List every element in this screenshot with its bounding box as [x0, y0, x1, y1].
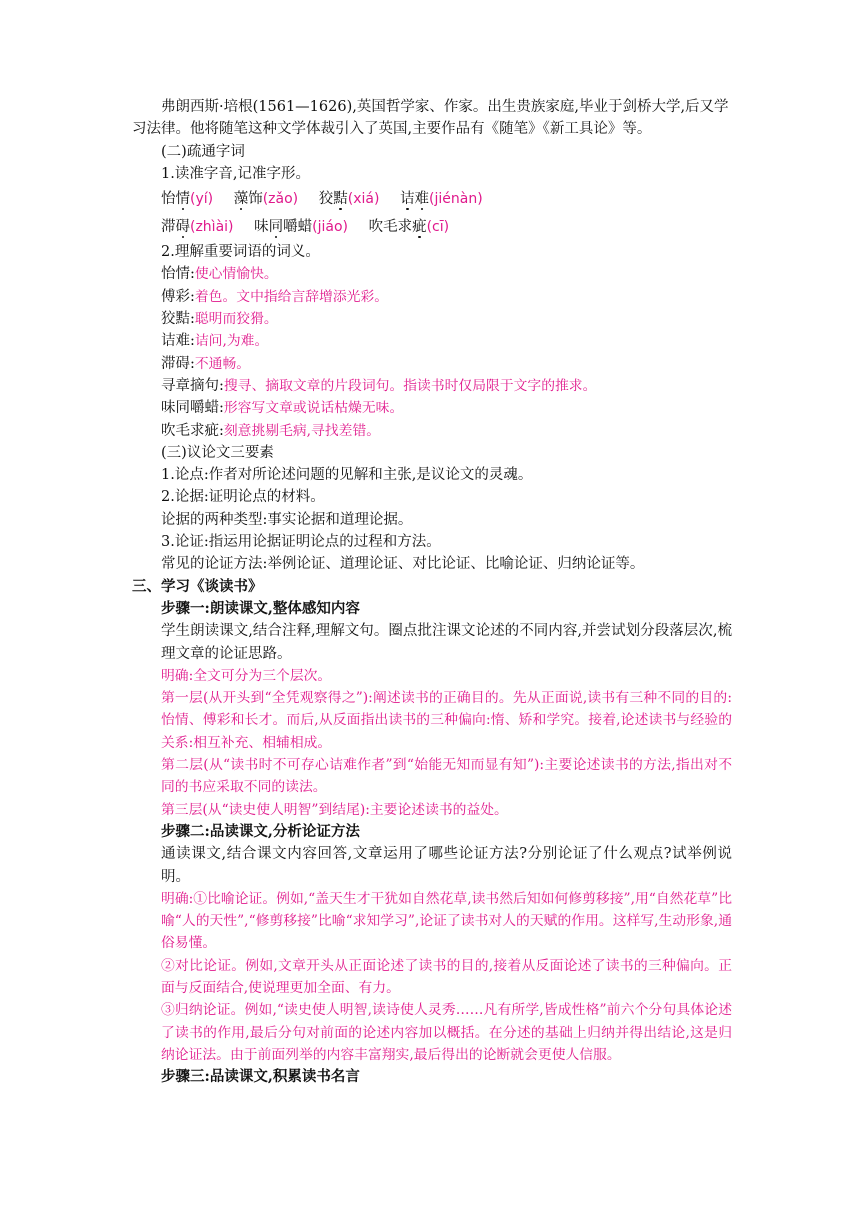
step-2-title: 步骤二:品读课文,分析论证方法 [161, 822, 360, 840]
step-2-answer-3: ③归纳论证。例如,“读史使人明智,读诗使人灵秀……凡有所学,皆成性格”前六个分句具体论述了读书的作用,最后分句对前面的论述内容加以概括。在分述的基础上归纳并得出结论,这是归纳论证法。由于前面列举的内容丰富翔实,最后得出的论断就会更使人信服。 [161, 1002, 732, 1063]
intro-line-2: 习法律。他将随笔这种文学体裁引入了英国,主要作品有《随笔》《新工具论》等。 [132, 121, 652, 138]
step-3-title: 步骤三:品读课文,积累读书名言 [161, 1068, 360, 1086]
step-2-text: 通读课文,结合课文内容回答,文章运用了哪些论证方法?分别论证了什么观点?试举例说明。 [161, 846, 732, 885]
step-2-answer-1: 明确:①比喻论证。例如,“盖天生才干犹如自然花草,读书然后知如何修剪移接”,用“自然花草”比喻“人的天性”,“修剪移接”比喻“求知学习”,论证了读书对人的天赋的作用。这样写,生动形象,通俗易懂。 [161, 890, 732, 952]
part-3-title: 三、学习《谈读书》 [132, 577, 263, 595]
definition-row: 怡情:使心情愉快。 [161, 266, 278, 283]
section-3-title: (三)议论文三要素 [161, 444, 274, 461]
vocab-item: 诘难(jiénàn) [400, 191, 483, 208]
step-1-answer-intro: 明确:全文可分为三个层次。 [161, 667, 332, 684]
definition-row: 狡黠:聪明而狡猾。 [161, 311, 278, 328]
definition-row: 诘难:诘问,为难。 [161, 333, 269, 350]
element-argument: 1.论点:作者对所论述问题的见解和主张,是议论文的灵魂。 [161, 467, 533, 484]
evidence-types: 论据的两种类型:事实论据和道理论据。 [161, 511, 413, 528]
meaning-subtitle: 2.理解重要词语的词义。 [161, 244, 320, 261]
vocab-item: 藻饰(zǎo) [233, 191, 299, 208]
step-1-layer-2: 第二层(从“读书时不可存心诘难作者”到“始能无知而显有知”):主要论述读书的方法,指出对不同的书应采取不同的读法。 [161, 757, 732, 796]
pronunciation-subtitle: 1.读准字音,记准字形。 [161, 165, 310, 182]
element-reasoning: 3.论证:指运用论据证明论点的过程和方法。 [161, 534, 441, 551]
vocab-item: 滞碍(zhìài) [161, 219, 234, 236]
section-2-title: (二)疏通字词 [161, 143, 245, 160]
step-2-answer-2: ②对比论证。例如,文章开头从正面论述了读书的目的,接着从反面论述了读书的三种偏向。正面与反面结合,使说理更加全面、有力。 [161, 957, 732, 996]
pronunciation-row-1 [132, 185, 732, 213]
vocab-item: 狡黠(xiá) [318, 191, 380, 208]
vocab-item: 怡情(yí) [161, 191, 214, 208]
definition-row: 吹毛求疵:刻意挑剔毛病,寻找差错。 [161, 422, 381, 439]
step-1-title: 步骤一:朗读课文,整体感知内容 [161, 599, 360, 617]
step-1-layer-1: 第一层(从开头到“全凭观察得之”):阐述读书的正确目的。先从正面说,读书有三种不同的目的:怡情、傅彩和长才。而后,从反面指出读书的三种偏向:惰、矫和学究。接着,论述读书与经验的关系:相互补充、相辅相成。 [161, 690, 732, 751]
step-1-text: 学生朗读课文,结合注释,理解文句。圈点批注课文论述的不同内容,并尝试划分段落层次,梳理文章的论证思路。 [161, 623, 732, 662]
vocab-item: 味同嚼蜡(jiáo) [254, 219, 348, 236]
definition-row: 滞碍:不通畅。 [161, 355, 251, 372]
definition-row: 傅彩:着色。文中指给言辞增添光彩。 [161, 288, 389, 305]
step-1-layer-3: 第三层(从“读史使人明智”到结尾):主要论述读书的益处。 [161, 801, 508, 818]
pronunciation-row-2 [132, 213, 732, 241]
vocab-item: 吹毛求疵(cī) [368, 219, 450, 236]
definition-row: 味同嚼蜡:形容写文章或说话枯燥无味。 [161, 400, 404, 417]
intro-line-1: 弗朗西斯·培根(1561—1626),英国哲学家、作家。出生贵族家庭,毕业于剑桥大学,后又学 [161, 99, 729, 115]
reasoning-methods: 常见的论证方法:举例论证、道理论证、对比论证、比喻论证、归纳论证等。 [161, 556, 645, 573]
element-evidence: 2.论据:证明论点的材料。 [161, 489, 325, 506]
definition-row: 寻章摘句:搜寻、摘取文章的片段词句。指读书时仅局限于文字的推求。 [161, 377, 597, 394]
document-page [132, 96, 732, 1088]
